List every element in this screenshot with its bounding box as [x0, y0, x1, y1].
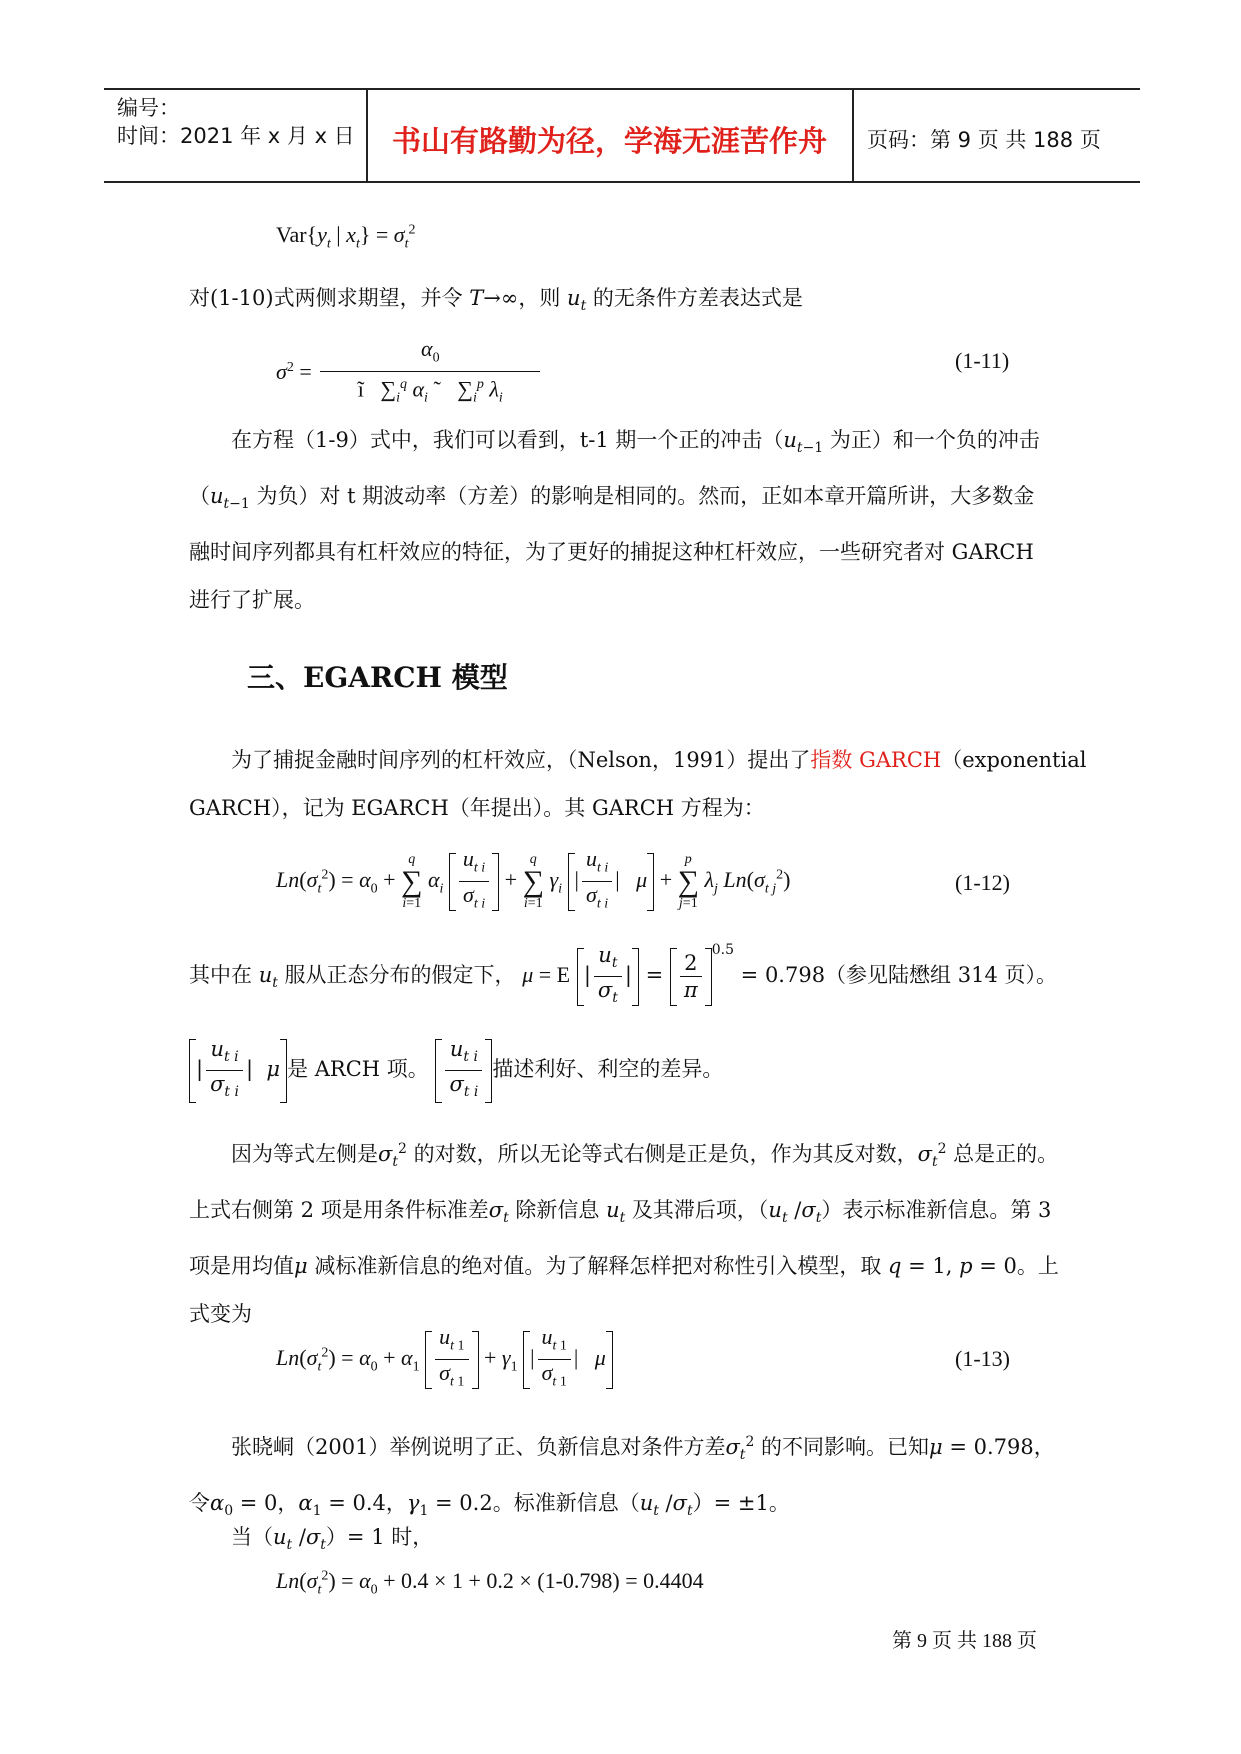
- expectation-line: 对(1-10)式两侧求期望，并令 T→∞，则 $u_t$ 的无条件方差表达式是: [189, 286, 803, 315]
- header-divider-left: [366, 88, 368, 182]
- page-code: 页码：第 9 页 共 188 页: [867, 128, 1101, 152]
- equation-number-1-13: (1-13): [955, 1346, 1010, 1371]
- serial-label: 编号：: [117, 96, 180, 120]
- paragraph-line: 项是用均值μ 减标准新信息的绝对值。为了解释怎样把对称性引入模型，取 q = 1, p = 0。上: [189, 1254, 1059, 1279]
- equation-number-1-12: (1-12): [955, 870, 1010, 895]
- paragraph-explanation: [189, 1125, 1059, 1338]
- header-top-rule: [104, 88, 1140, 90]
- equation-1-13: $Ln(\sigma_t^2) = \alpha_0 + \alpha_1$ $\frac{u_{t 1}}{\sigma_{t 1}}$ + $\gamma_1$ | $\frac{u_{t 1}}{\sigma_{t 1}}$ | μ: [276, 1324, 613, 1396]
- paragraph-line: 为了捕捉金融时间序列的杠杆效应，（Nelson，1991）提出了指数 GARCH（exponential: [231, 748, 1087, 772]
- equation-result: $Ln(\sigma_t^2) = \alpha_0 + 0.4 \times 1 + 0.2 \times (1-0.798) = 0.4404$: [276, 1568, 704, 1598]
- paragraph-line: 上式右侧第 2 项是用条件标准差$\sigma_t$ 除新信息 $u_t$ 及其滞后项，（$u_t$ $/\sigma_t$）表示标准新信息。第 3: [189, 1198, 1052, 1227]
- paragraph-line: 因为等式左侧是$\sigma_t^2$ 的对数，所以无论等式右侧是正是负，作为其反对数，$\sigma_t^2$ 总是正的。: [231, 1141, 1059, 1171]
- arch-term-line: | $\frac{u_{t i}}{\sigma_{t i}}$ | μ 是 ARCH 项。 $\frac{u_{t i}}{\sigma_{t i}}$ 描述利好、利空的差异。: [189, 1036, 723, 1105]
- section-title: 三、EGARCH 模型: [247, 661, 508, 694]
- motto: 书山有路勤为径，学海无涯苦作舟: [392, 124, 828, 158]
- paragraph-line: 在方程（1-9）式中，我们可以看到，t-1 期一个正的冲击（$u_{t-1}$ 为正）和一个负的冲击: [231, 428, 1040, 457]
- equation-1-11: $\sigma^2$ = $\frac{\alpha_0}{ĩ \sum_i^q \alpha_i ˜ \sum_i^p \lambda_i}$: [276, 336, 543, 412]
- paragraph-line: 式变为: [189, 1302, 252, 1327]
- paragraph-line: 进行了扩展。: [189, 588, 315, 613]
- equation-variance: $Var\{y_t$ | $x_t\} = \sigma_t^2$: [276, 222, 416, 252]
- paragraph-egarch-intro: [189, 736, 1087, 832]
- paragraph-example: [189, 1418, 1059, 1535]
- paragraph-line: 融时间序列都具有杠杆效应的特征，为了更好的捕捉这种杠杆效应，一些研究者对 GARCH: [189, 540, 1034, 565]
- paragraph-leverage: [189, 416, 1059, 624]
- paragraph-line: 张晓峒（2001）举例说明了正、负新信息对条件方差$\sigma_t^2$ 的不同影响。已知μ = 0.798，: [231, 1434, 1055, 1464]
- paragraph-line: 令$\alpha_0 = 0$，$\alpha_1 = 0.4$，$\gamma_1 = 0.2$。标准新信息（$u_t$ $/\sigma_t)= \pm 1$。: [189, 1491, 790, 1520]
- equation-number-1-11: (1-11): [955, 348, 1010, 373]
- equation-1-12: $Ln(\sigma_t^2) = \alpha_0 + q$ ∑ i=1 $\alpha_i$ $\frac{u_{t i}}{\sigma_{t i}}$ + q ∑ i=1 $\gamma_i$ | $\frac{u_{t i}}{\sigma_{t i}}$ | μ + p ∑ j=1 $\lambda_j$ $Ln(\sigma_{t j}^2)$: [276, 846, 791, 912]
- case-positive-line: 当（$u_t$ $/\sigma_t)= 1$ 时，: [231, 1525, 434, 1554]
- page-footer: 第 9 页 共 188 页: [892, 1630, 1037, 1652]
- header-divider-right: [852, 88, 854, 182]
- header-bottom-rule: [104, 181, 1140, 183]
- highlight-exponential-garch: 指数 GARCH: [810, 748, 942, 772]
- paragraph-line: GARCH），记为 EGARCH（年提出）。其 GARCH 方程为：: [189, 796, 765, 820]
- paragraph-line: （$u_{t-1}$ 为负）对 t 期波动率（方差）的影响是相同的。然而，正如本章开篇所讲，大多数金: [189, 484, 1035, 513]
- date-label: 时间：2021 年 x 月 x 日: [117, 124, 355, 148]
- mu-definition: 其中在 $u_t$ 服从正态分布的假定下， μ = E | $\frac{u_t}{\sigma_t}$ | = $\frac{2}{\pi}$ $^{0.5}$ = 0.798（参见陆懋组 314 页）。: [189, 942, 1057, 1007]
